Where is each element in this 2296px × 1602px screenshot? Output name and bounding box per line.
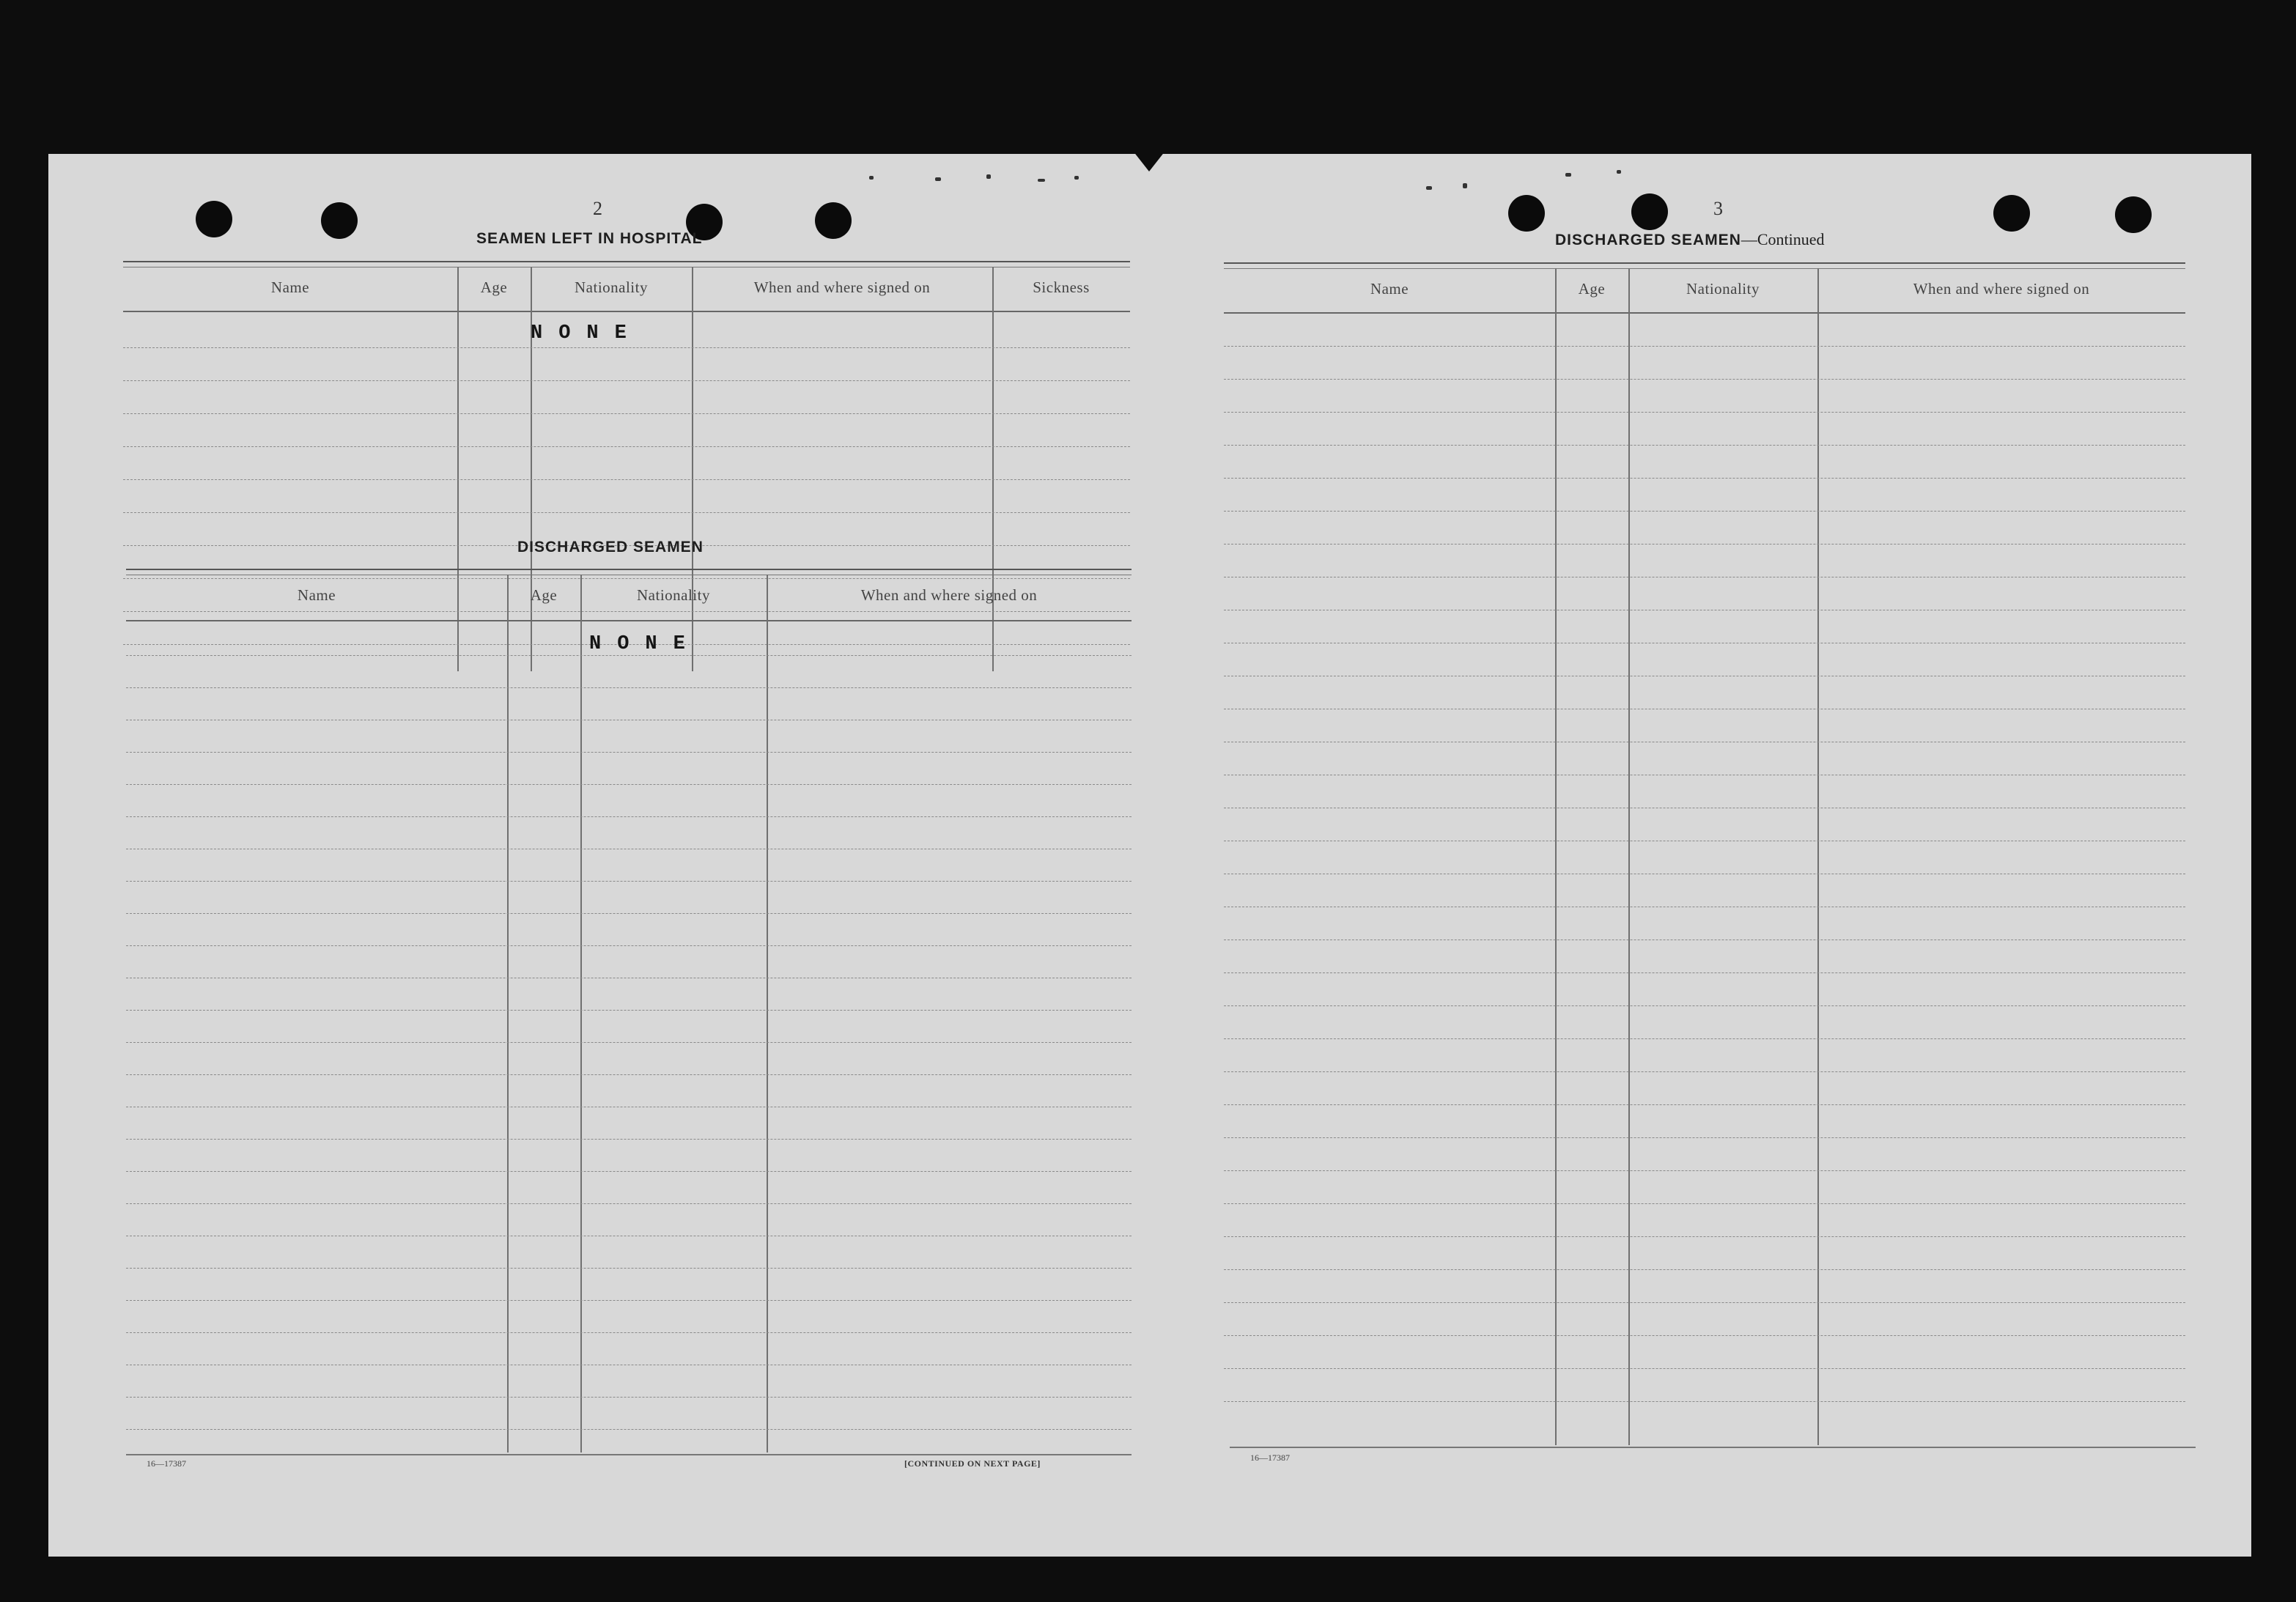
- punch-hole: [321, 202, 358, 239]
- column-header-name: Name: [270, 278, 310, 296]
- discharged-continued-title-main: DISCHARGED SEAMEN: [1555, 232, 1741, 248]
- none-stamp: NONE: [589, 633, 701, 655]
- column-header-sickness: Sickness: [1033, 278, 1090, 296]
- punch-hole: [1993, 195, 2030, 232]
- punch-hole: [196, 201, 232, 237]
- column-header-nationality: Nationality: [1686, 280, 1760, 298]
- discharged-continued-table: [1224, 262, 2185, 1445]
- punch-hole: [2115, 196, 2152, 233]
- column-header-signed-on: When and where signed on: [860, 586, 1038, 604]
- scan-speck: [1617, 170, 1621, 174]
- column-header-name: Name: [1370, 280, 1409, 298]
- page-number-left: 2: [593, 198, 602, 219]
- footer-rule: [126, 1454, 1132, 1455]
- punch-hole: [1631, 193, 1668, 230]
- document-sheet: [48, 154, 2251, 1557]
- scan-speck: [869, 176, 874, 180]
- column-header-age: Age: [480, 278, 508, 296]
- column-header-age: Age: [530, 586, 558, 604]
- scan-speck: [935, 177, 941, 181]
- column-header-signed-on: When and where signed on: [753, 278, 931, 296]
- scan-speck: [1074, 176, 1079, 180]
- column-header-nationality: Nationality: [575, 278, 648, 296]
- continued-note: [CONTINUED ON NEXT PAGE]: [904, 1458, 1041, 1469]
- page-number-right: 3: [1713, 198, 1723, 219]
- scan-speck: [1038, 179, 1045, 182]
- column-header-nationality: Nationality: [637, 586, 710, 604]
- column-header-name: Name: [297, 586, 336, 604]
- form-code-right: 16—17387: [1250, 1452, 1290, 1463]
- footer-rule: [1230, 1447, 2196, 1448]
- discharged-table: [126, 569, 1132, 1452]
- discharged-continued-title: [1555, 230, 1825, 249]
- center-notch: [1133, 151, 1165, 171]
- punch-hole: [1508, 195, 1545, 232]
- scan-speck: [1565, 173, 1571, 177]
- punch-hole: [815, 202, 852, 239]
- hospital-section-title: SEAMEN LEFT IN HOSPITAL: [476, 230, 703, 247]
- discharged-section-title: DISCHARGED SEAMEN: [517, 539, 704, 555]
- column-header-age: Age: [1578, 280, 1606, 298]
- scan-speck: [986, 174, 991, 179]
- column-header-signed-on: When and where signed on: [1913, 280, 2090, 298]
- continued-suffix: —Continued: [1741, 230, 1825, 248]
- scan-speck: [1426, 186, 1432, 190]
- form-code-left: 16—17387: [147, 1458, 186, 1469]
- scan-speck: [1463, 183, 1467, 188]
- none-stamp: NONE: [531, 322, 643, 344]
